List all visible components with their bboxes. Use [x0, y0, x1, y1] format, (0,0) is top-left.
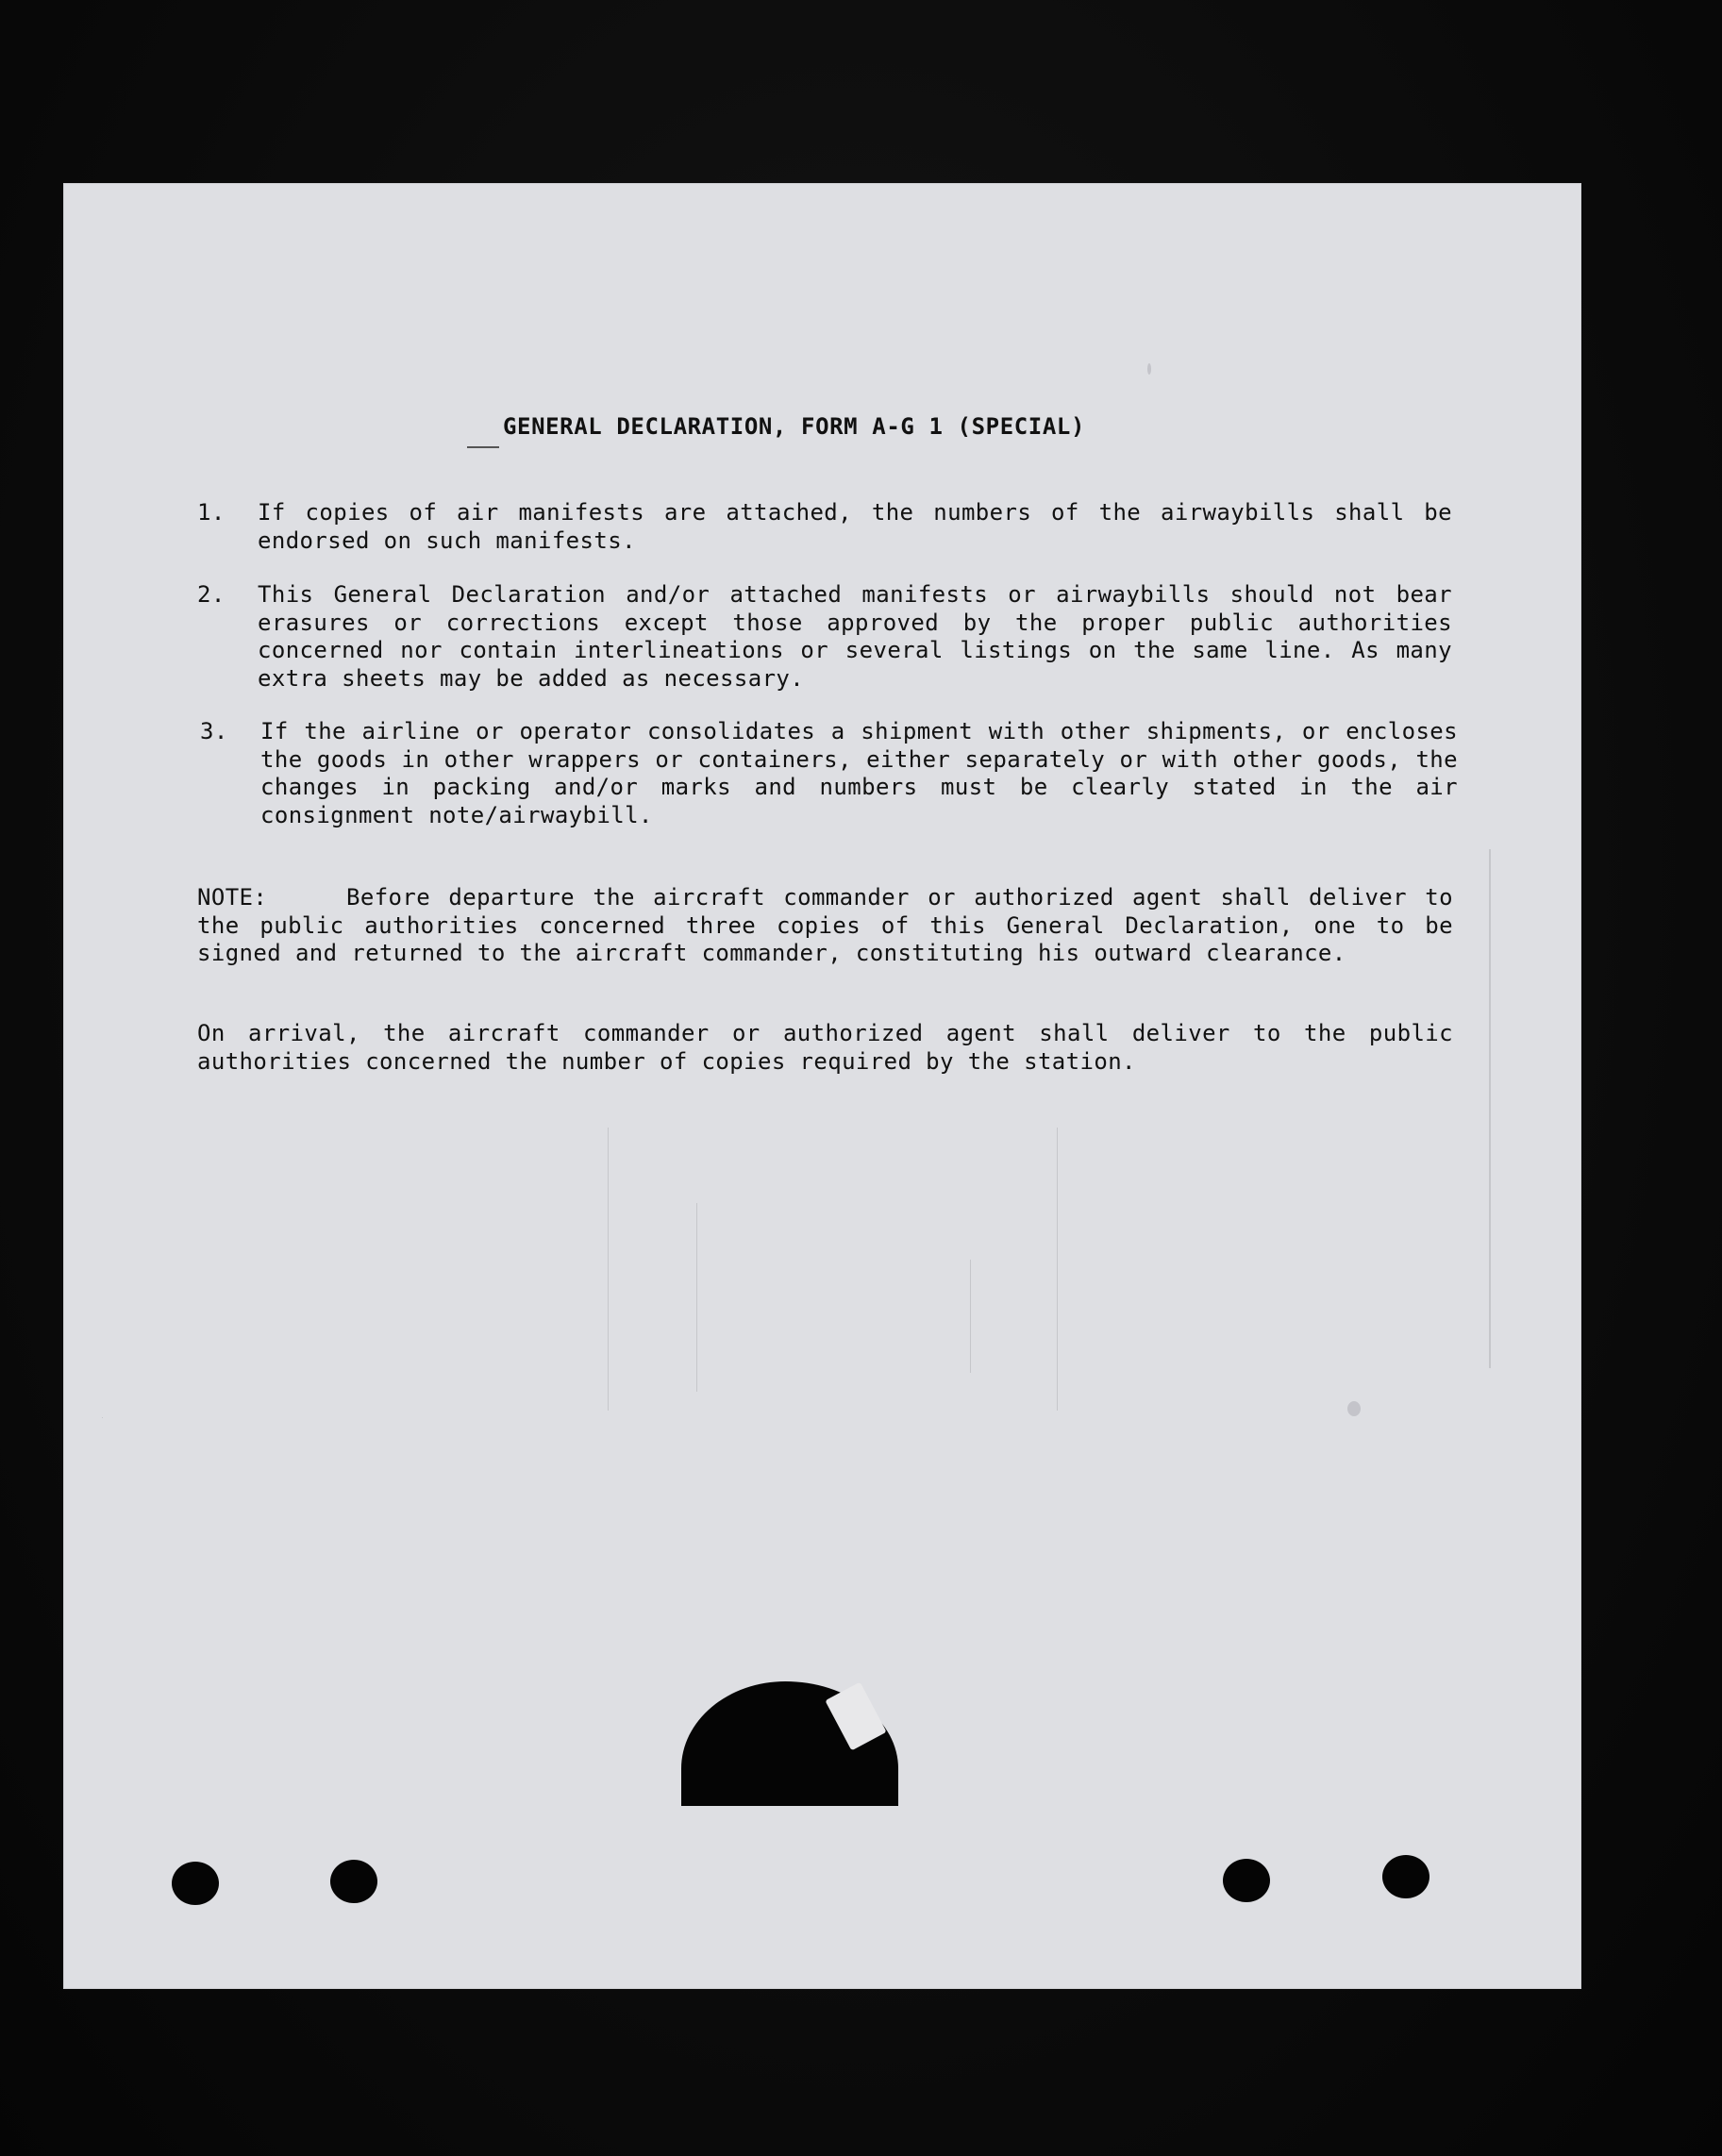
note-label: NOTE:: [197, 884, 268, 911]
item-number: 1.: [197, 499, 226, 526]
show-through-line: [1489, 849, 1491, 1368]
show-through-line: [608, 1128, 609, 1411]
page-title: GENERAL DECLARATION, FORM A-G 1 (SPECIAL): [502, 413, 1086, 440]
punch-hole: [1223, 1859, 1270, 1902]
arrival-paragraph: On arrival, the aircraft commander or authorized agent shall deliver to the public authorities concerned the number of copies required by the station.: [197, 1020, 1453, 1075]
item-number: 2.: [197, 581, 226, 608]
show-through-line: [1057, 1128, 1058, 1411]
show-through-line: [970, 1260, 971, 1373]
title-underline-mark: [467, 446, 499, 448]
item-number: 3.: [200, 718, 228, 744]
ink-speck: [1147, 363, 1151, 375]
note-paragraph: [197, 884, 1453, 968]
punch-hole: [330, 1860, 377, 1903]
punch-hole: [1382, 1855, 1429, 1898]
show-through-line: [102, 1417, 103, 1418]
item-text: If the airline or operator consolidates a shipment with other shipments, or encloses the goods in other wrappers or containers, either separately or with other goods, the changes in packing and/or marks and numbers must be clearly stated in the air consignment note/airwaybill.: [260, 718, 1458, 828]
item-text: This General Declaration and/or attached manifests or airwaybills should not bear erasures or corrections except those approved by the proper public authorities concerned nor contain interlineations or several listings on the same line. As many extra sheets may be added as necessary.: [258, 581, 1452, 692]
note-text: Before departure the aircraft commander or authorized agent shall deliver to the public authorities concerned three copies of this General Declaration, one to be signed and returned to the aircraft commander, constituting his outward clearance.: [197, 884, 1453, 966]
ink-speck: [1347, 1401, 1361, 1416]
item-text: If copies of air manifests are attached, the numbers of the airwaybills shall be endorsed on such manifests.: [258, 499, 1452, 554]
punch-hole: [172, 1862, 219, 1905]
show-through-line: [696, 1203, 697, 1392]
